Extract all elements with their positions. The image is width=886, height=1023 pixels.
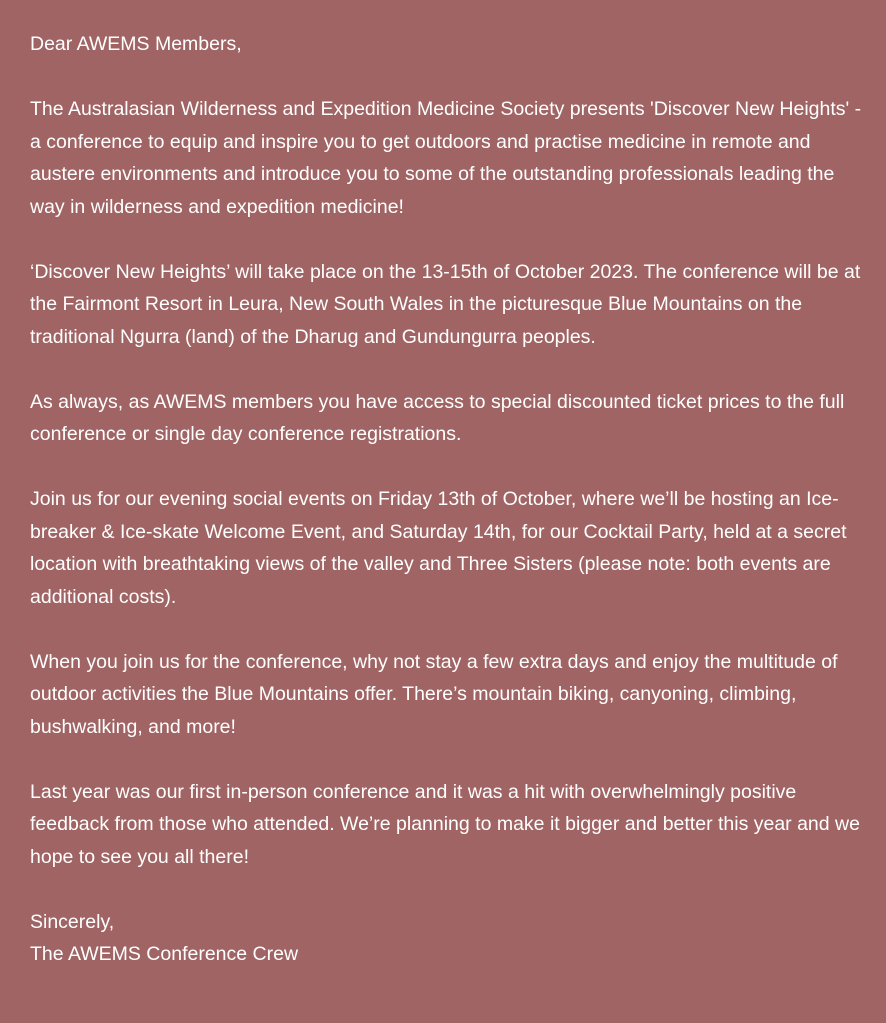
email-paragraph-dates-venue: ‘Discover New Heights’ will take place on the 13-15th of October 2023. The conference will be at the Fairmont Resort in Leura, New South Wales in the picturesque Blue Mountains on the traditional Ngurra (land) of the Dharug and Gundungurra peoples. (30, 260, 861, 348)
email-paragraph-social-events: Join us for our evening social events on Friday 13th of October, where we’ll be hosting an Ice-breaker & Ice-skate Welcome Event, and Saturday 14th, for our Cocktail Party, held at a secret location with breathtaking views of the valley and Three Sisters (please note: both events are additional costs). (30, 488, 847, 608)
email-closing: Sincerely, (30, 910, 115, 933)
email-greeting: Dear AWEMS Members, (30, 33, 242, 55)
email-paragraph-member-discount: As always, as AWEMS members you have access to special discounted ticket prices to the full conference or single day conference registrations. (30, 390, 845, 445)
email-signature: The AWEMS Conference Crew (30, 943, 299, 965)
email-paragraph-outdoor-activities: When you join us for the conference, why not stay a few extra days and enjoy the multitude of outdoor activities the Blue Mountains offer. There’s mountain biking, canyoning, climbing, bushwalking, and more! (30, 650, 838, 738)
email-paragraph-last-year: Last year was our first in-person conference and it was a hit with overwhelmingly positive feedback from those who attended. We’re planning to make it bigger and better this year and we hope to see you all there! (30, 780, 860, 868)
email-paragraph-intro: The Australasian Wilderness and Expedition Medicine Society presents 'Discover New Heights' - a conference to equip and inspire you to get outdoors and practise medicine in remote and austere environments and introduce you to some of the outstanding professionals leading the way in wilderness and expedition medicine! (30, 98, 862, 218)
